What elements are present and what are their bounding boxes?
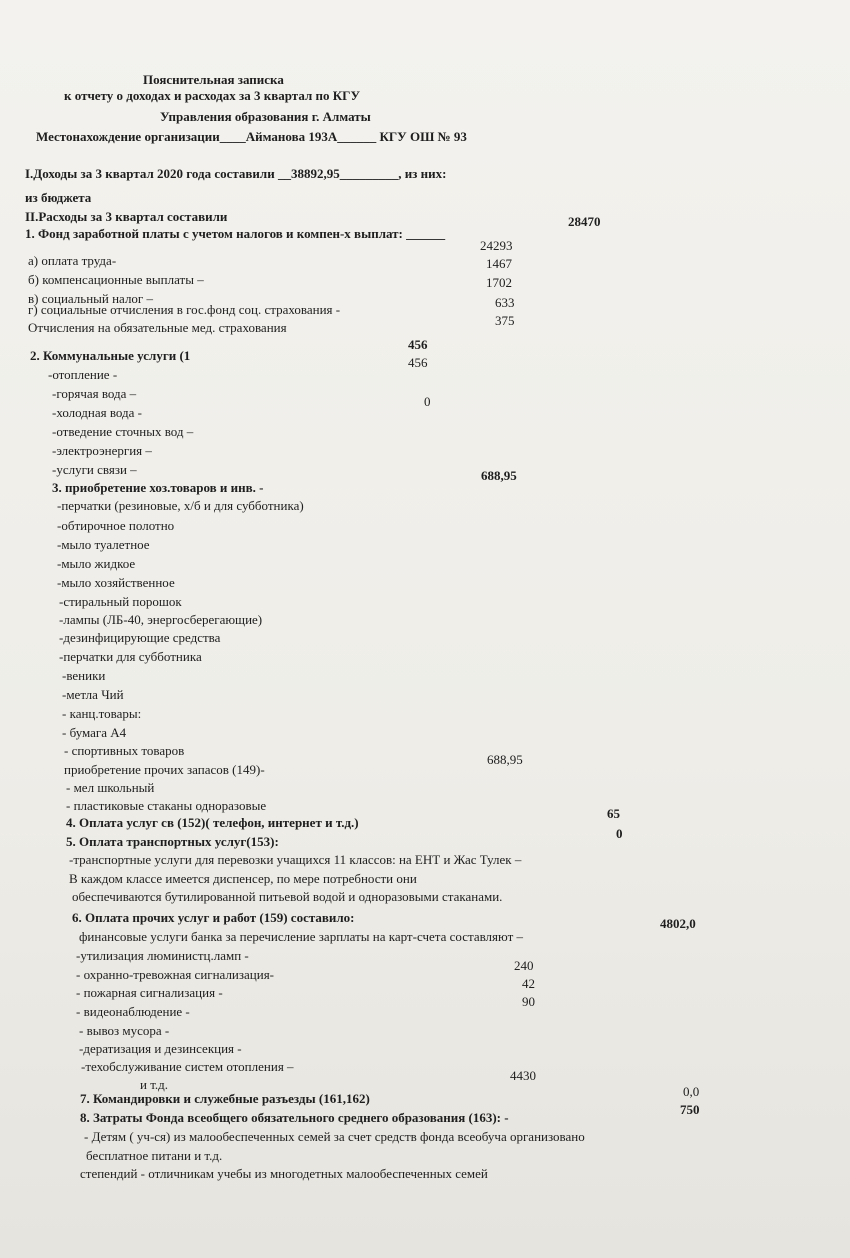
sec6-etc-label: и т.д.	[140, 1077, 169, 1092]
sec1-item-value: 375	[495, 313, 515, 328]
sec3-item: -метла Чий	[62, 687, 124, 702]
sec1-item-label: в) социальный налог –	[28, 291, 154, 306]
sec5-total: 0	[616, 826, 623, 841]
sec4-title: 4. Оплата услуг св (152)( телефон, интернет и т.д.)	[66, 815, 359, 830]
sec8-line: - Детям ( уч-ся) из малообеспеченных семей за счет средств фонда всеобуча организовано	[84, 1129, 585, 1144]
sec3-other-item: - пластиковые стаканы одноразовые	[66, 798, 267, 813]
sec2-item-label: -холодная вода -	[52, 405, 142, 420]
sec1-item-value: 633	[495, 295, 515, 310]
expenses-total: 28470	[568, 214, 601, 229]
sec3-item: -перчатки для субботника	[59, 649, 202, 664]
sec3-other-label: приобретение прочих запасов (149)-	[64, 762, 265, 777]
sec1-item-label: г) социальные отчисления в гос.фонд соц. страхования -	[28, 302, 341, 317]
income-sub: из бюджета	[25, 190, 92, 205]
sec8-line: степендий - отличникам учебы из многодетных малообеспеченных семей	[80, 1166, 488, 1181]
sec3-other-value: 688,95	[487, 752, 523, 767]
doc-title: Пояснительная записка	[143, 72, 284, 87]
sec2-item-label: -отведение сточных вод –	[52, 424, 194, 439]
doc-location: Местонахождение организации____Айманова 193А______ КГУ ОШ № 93	[36, 129, 467, 144]
sec5-line: -транспортные услуги для перевозки учащихся 11 классов: на ЕНТ и Жас Тулек –	[69, 852, 522, 867]
sec1-title: 1. Фонд заработной платы с учетом налогов и компен-х выплат: ______	[25, 226, 446, 241]
sec6-item-label: - вывоз мусора -	[79, 1023, 170, 1038]
sec6-item-label: -утилизация люминистц.ламп -	[76, 948, 249, 963]
sec3-item: -перчатки (резиновые, х/б и для субботника)	[57, 498, 304, 513]
sec8-total: 750	[680, 1102, 700, 1117]
sec1-item-value: 1467	[486, 256, 512, 271]
sec3-item: -мыло жидкое	[57, 556, 136, 571]
sec3-total: 688,95	[481, 468, 517, 483]
sec2-item-value: 0	[424, 394, 431, 409]
sec3-item: -мыло туалетное	[57, 537, 150, 552]
sec5-title: 5. Оплата транспортных услуг(153):	[66, 834, 279, 849]
sec2-title: 2. Коммунальные услуги (1	[30, 348, 191, 363]
sec6-item-label: - охранно-тревожная сигнализация-	[76, 967, 275, 982]
doc-subtitle: к отчету о доходах и расходах за 3 квартал по КГУ	[64, 88, 360, 103]
sec1-total: 24293	[480, 238, 513, 253]
sec3-item: - спортивных товаров	[64, 743, 185, 758]
sec6-item-value: 42	[522, 976, 535, 991]
sec3-item: -веники	[62, 668, 106, 683]
sec7-title: 7. Командировки и служебные разъезды (161,162)	[80, 1091, 370, 1106]
sec6-item-value: 90	[522, 994, 535, 1009]
sec2-item-label: -электроэнергия –	[52, 443, 152, 458]
sec6-item-label: -дератизация и дезинсекция -	[79, 1041, 242, 1056]
sec6-title: 6. Оплата прочих услуг и работ (159) составило:	[72, 910, 355, 925]
sec3-other-item: - мел школьный	[66, 780, 155, 795]
sec5-line: В каждом классе имеется диспенсер, по мере потребности они	[69, 871, 417, 886]
sec2-item-value: 456	[408, 355, 428, 370]
sec3-item: - канц.товары:	[62, 706, 142, 721]
sec1-item-value: 1702	[486, 275, 512, 290]
sec7-total: 0,0	[683, 1084, 700, 1099]
sec6-total: 4802,0	[660, 916, 696, 931]
sec3-item: -лампы (ЛБ-40, энергосберегающие)	[59, 612, 263, 627]
sec6-etc-value: 4430	[510, 1068, 536, 1083]
expenses-title: II.Расходы за 3 квартал составили	[25, 209, 228, 224]
income-line: I.Доходы за 3 квартал 2020 года составили __38892,95_________, из них:	[25, 166, 447, 181]
sec6-bank-line: финансовые услуги банка за перечисление зарплаты на карт-счета составляют –	[79, 929, 523, 944]
sec2-item-label: -отопление -	[48, 367, 118, 382]
sec6-item-label: - видеонаблюдение -	[76, 1004, 190, 1019]
sec2-total: 456	[408, 337, 428, 352]
sec1-item-label: Отчисления на обязательные мед. страхования	[28, 320, 287, 335]
sec6-item-value: 240	[514, 958, 534, 973]
sec8-title: 8. Затраты Фонда всеобщего обязательного среднего образования (163): -	[80, 1110, 509, 1125]
doc-organization: Управления образования г. Алматы	[160, 109, 371, 124]
sec4-total: 65	[607, 806, 620, 821]
sec3-item: -мыло хозяйственное	[57, 575, 175, 590]
sec1-item-label: б) компенсационные выплаты –	[28, 272, 204, 287]
sec1-item-label: а) оплата труда-	[28, 253, 117, 268]
sec3-item: -обтирочное полотно	[57, 518, 175, 533]
sec5-line: обеспечиваются бутилированной питьевой водой и одноразовыми стаканами.	[72, 889, 503, 904]
sec3-title: 3. приобретение хоз.товаров и инв. -	[52, 480, 264, 495]
sec3-item: - бумага А4	[62, 725, 127, 740]
sec6-item-label: -техобслуживание систем отопления –	[81, 1059, 294, 1074]
sec8-line: бесплатное питани и т.д.	[86, 1148, 223, 1163]
sec3-item: -дезинфицирующие средства	[59, 630, 221, 645]
sec2-item-label: -горячая вода –	[52, 386, 137, 401]
sec3-item: -стиральный порошок	[59, 594, 182, 609]
sec6-item-label: - пожарная сигнализация -	[76, 985, 223, 1000]
sec2-item-label: -услуги связи –	[52, 462, 137, 477]
